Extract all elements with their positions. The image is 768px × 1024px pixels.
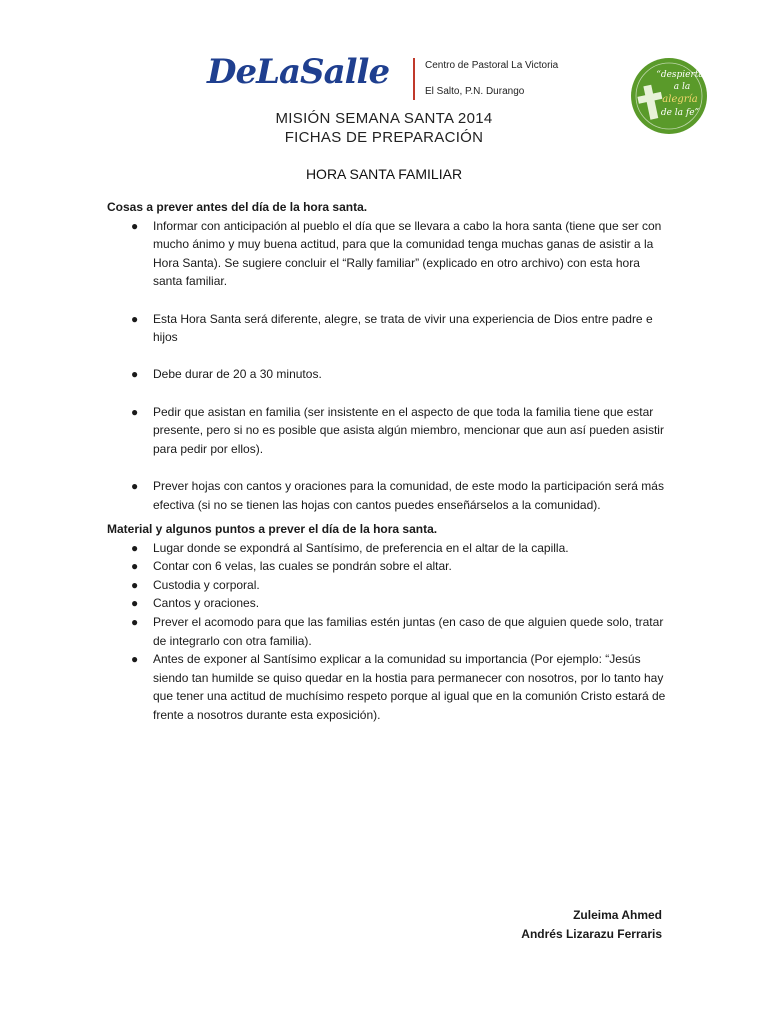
bullet-icon: ● [131,478,139,493]
list-item: ● Cantos y oraciones. [107,594,667,613]
bullet-icon: ● [131,367,139,382]
org-name: Centro de Pastoral La Victoria [425,60,559,71]
logo-divider [413,58,415,100]
list-item: ● Antes de exponer al Santísimo explicar a la comunidad su importancia (Por ejemplo: “Jesús siendo tan humilde se quiso quedar en la hostia para permanecer con nosotros, por lo tanto hay que tener una actitud de muchísimo respeto porque al igual que en la comunión Cristo estará de frente a nosotros durante esta exposición). [131,652,666,723]
bullet-icon: ● [131,596,139,611]
bullet-icon: ● [131,218,139,233]
section-heading-day: Material y algunos puntos a prever el día de la hora santa. [107,522,438,537]
list-item: ● Contar con 6 velas, las cuales se pondrán sobre el altar. [107,557,667,576]
bullet-icon: ● [131,615,139,630]
before-list [107,217,667,515]
mission-subtitle: FICHAS DE PREPARACIÓN [284,129,484,146]
org-place: El Salto, P.N. Durango [425,86,525,97]
list-item: ● Prever el acomodo para que las familias estén juntas (en caso de que alguien quede solo, tratar de integrarlo con otra familia). [131,615,664,648]
document-body [107,198,667,725]
list-item: ● Debe durar de 20 a 30 minutos. [107,365,667,384]
bullet-icon: ● [131,311,139,326]
bullet-icon: ● [131,559,139,574]
bullet-icon: ● [131,577,139,592]
bullet-icon: ● [131,404,139,419]
list-item: ● Informar con anticipación al pueblo el día que se llevara a cabo la hora santa (tiene que ser con mucho ánimo y muy buena actitud, para que la comunidad tenga muchas ganas de asistir a la Hora Santa). Se sugiere concluir el “Rally familiar” (explicado en otro archivo) con esta hora santa familiar. [131,218,662,289]
mission-title: MISIÓN SEMANA SANTA 2014 [275,110,493,127]
day-list [107,539,667,725]
bullet-icon: ● [131,540,139,555]
seal-line-2: a la [673,82,691,92]
list-item: ● Custodia y corporal. [107,576,667,595]
list-item: ● Esta Hora Santa será diferente, alegre, se trata de vivir una experiencia de Dios entre padre e hijos [131,311,653,345]
delasalle-logo: DeLaSalle [207,52,390,92]
list-item: ● Pedir que asistan en familia (ser insistente en el aspecto de que toda la familia tiene que estar presente, pero si no es posible que asista algún miembro, mencionar que aun así pueden asistir para pedir por ellos). [131,404,664,456]
list-item: ● Prever hojas con cantos y oraciones para la comunidad, de este modo la participación será más efectiva (si no se tienen las hojas con cantos puedes enseñárselos a la comunidad). [131,478,664,512]
seal-line-4: de la fe” [660,108,700,118]
seal-line-1: “despierta [656,70,704,80]
signature-name: Andrés Lizarazu Ferraris [521,926,662,941]
signature-name: Zuleima Ahmed [573,908,662,922]
seal-line-3: alegría [662,94,698,105]
bullet-icon: ● [131,652,139,667]
signatures [521,906,662,943]
document-title: HORA SANTA FAMILIAR [305,166,463,182]
list-item: ● Lugar donde se expondrá al Santísimo, de preferencia en el altar de la capilla. [107,539,667,558]
section-heading-before: Cosas a prever antes del día de la hora santa. [107,200,368,214]
